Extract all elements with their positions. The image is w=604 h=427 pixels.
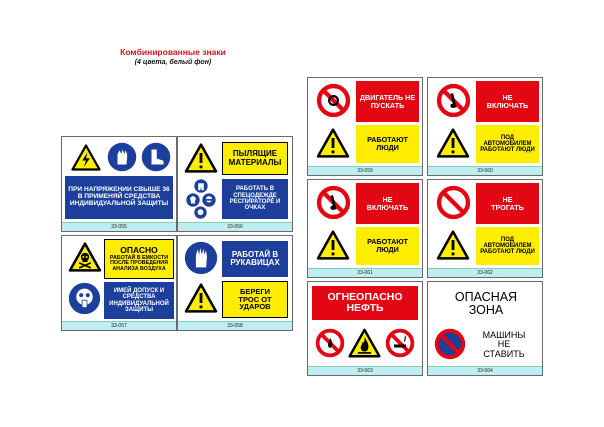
sign-text-red: ОГНЕОПАСНО НЕФТЬ <box>312 286 418 320</box>
respirator-icon <box>186 193 200 207</box>
sign-text-yellow: ПЫЛЯЩИЕ МАТЕРИАЛЫ <box>222 142 288 175</box>
sign-text-red: НЕ ВКЛЮЧАТЬ <box>356 183 419 224</box>
prohibition-touch-icon <box>436 185 471 220</box>
sign-text-heading: ОПАСНАЯ ЗОНА <box>432 285 540 323</box>
sign-icons <box>65 140 173 174</box>
sign-text-blue: РАБОТАЙ В РУКАВИЦАХ <box>222 241 288 277</box>
sign-33-055 <box>61 136 177 232</box>
sign-text-blue: ИМЕЙ ДОПУСК И СРЕДСТВА ИНДИВИДУАЛЬНОЙ ЗАЩИТЫ <box>104 282 174 319</box>
sign-33-062 <box>427 179 543 278</box>
warning-triangle-icon <box>184 283 218 313</box>
sign-33-059 <box>307 77 423 176</box>
sign-text-blue: РАБОТАТЬ В СПЕЦОДЕЖДЕ РЕСПИРАТОРЕ И ОЧКАХ <box>222 179 288 219</box>
sign-33-056 <box>177 136 293 232</box>
no-open-flame-icon <box>315 328 345 358</box>
catalog-subtitle: (4 цвета, белый фон) <box>134 59 212 66</box>
gloves-icon <box>107 142 137 172</box>
sign-code: 33-063 <box>308 366 422 375</box>
sign-33-061 <box>307 179 423 278</box>
sign-text-red: НЕ ВКЛЮЧАТЬ <box>476 81 539 122</box>
goggles-icon <box>202 193 216 207</box>
sign-code: 33-055 <box>62 222 176 231</box>
warning-triangle-icon <box>316 230 350 260</box>
toxic-warning-icon <box>68 242 102 272</box>
sign-text-yellow: РАБОТАЮТ ЛЮДИ <box>356 125 419 163</box>
warning-triangle-icon <box>436 128 470 158</box>
sign-33-060 <box>427 77 543 176</box>
prohibition-switch-icon <box>316 185 351 220</box>
sign-code: 33-061 <box>308 268 422 277</box>
sign-33-064 <box>427 281 543 376</box>
sign-text-body: МАШИНЫ НЕ СТАВИТЬ <box>468 324 540 366</box>
face-shield-icon <box>194 206 207 219</box>
sign-33-058 <box>177 235 293 331</box>
warning-triangle-icon <box>316 128 350 158</box>
sign-text-yellow: ПОД АВТОМОБИЛЕМ РАБОТАЮТ ЛЮДИ <box>476 227 539 265</box>
sign-code: 33-056 <box>178 222 292 231</box>
prohibition-switch-icon <box>436 83 471 118</box>
sign-code: 33-059 <box>308 166 422 175</box>
boots-icon <box>141 142 171 172</box>
sign-code: 33-057 <box>62 321 176 330</box>
warning-triangle-icon <box>184 143 218 173</box>
gas-mask-icon <box>68 282 101 315</box>
sign-text-yellow: ПОД АВТОМОБИЛЕМ РАБОТАЮТ ЛЮДИ <box>476 125 539 163</box>
analysis-note: РАБОТАЙ В ЕМКОСТИ ПОСЛЕ ПРОВЕДЕНИЯ АНАЛИЗА ВОЗДУХА <box>109 254 169 272</box>
danger-label: ОПАСНО <box>120 244 158 255</box>
sign-text-yellow <box>104 239 174 279</box>
sign-code: 33-060 <box>428 166 542 175</box>
sign-33-063 <box>307 281 423 376</box>
warning-triangle-icon <box>436 230 470 260</box>
sign-33-057 <box>61 235 177 331</box>
no-parking-icon <box>434 328 466 360</box>
sign-code: 33-058 <box>178 321 292 330</box>
flammable-warning-icon <box>348 328 381 358</box>
sign-code: 33-062 <box>428 268 542 277</box>
catalog-title: Комбинированные знаки <box>120 47 226 57</box>
sign-code: 33-064 <box>428 366 542 375</box>
prohibition-engine-icon <box>316 83 351 118</box>
warning-electricity-icon <box>71 144 101 171</box>
ppe-icons <box>184 179 218 219</box>
sign-text-red: НЕ ТРОГАТЬ <box>476 183 539 224</box>
sign-text-yellow: БЕРЕГИ ТРОС ОТ УДАРОВ <box>222 281 288 318</box>
sign-text-blue: ПРИ НАПРЯЖЕНИИ СВЫШЕ 36 В ПРИМЕНЯЙ СРЕДСТВА ИНДИВИДУАЛЬНОЙ ЗАЩИТЫ <box>65 176 173 219</box>
sign-text-yellow: РАБОТАЮТ ЛЮДИ <box>356 227 419 265</box>
overalls-icon <box>194 179 208 193</box>
no-smoking-icon <box>385 328 415 358</box>
sign-text-red: ДВИГАТЕЛЬ НЕ ПУСКАТЬ <box>356 81 419 122</box>
gloves-icon <box>184 241 218 275</box>
